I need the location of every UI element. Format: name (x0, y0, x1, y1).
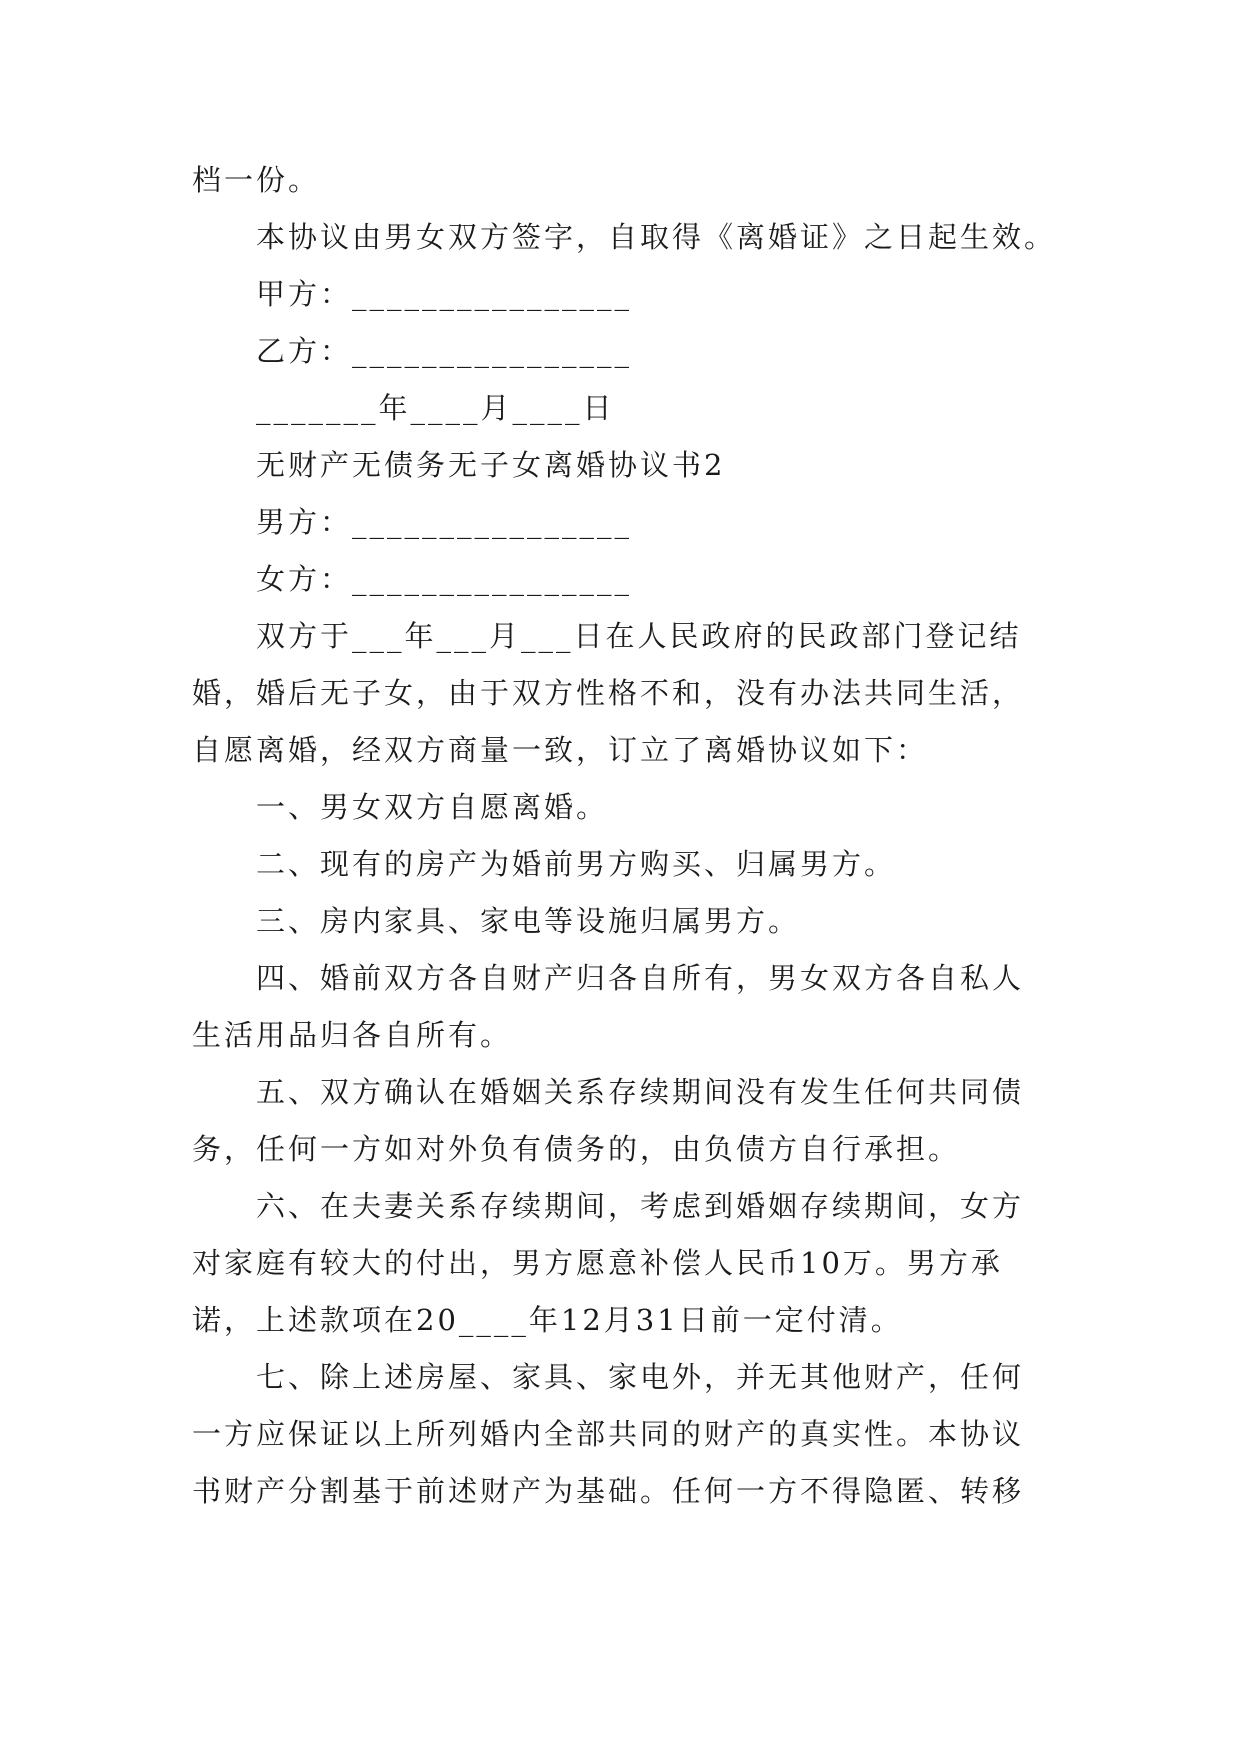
date-line: _______年____月____日 (256, 391, 615, 425)
text-line: 务，任何一方如对外负有债务的，由负债方自行承担。 (192, 1132, 961, 1166)
clause-item: 三、房内家具、家电等设施归属男方。 (256, 904, 801, 938)
clause-item: 六、在夫妻关系存续期间，考虑到婚姻存续期间，女方 (256, 1189, 1025, 1223)
text-line: 生活用品归各自所有。 (192, 1018, 513, 1052)
text-line: 诺，上述款项在20____年12月31日前一定付清。 (192, 1303, 903, 1337)
male-party-line: 男方：________________ (256, 505, 633, 539)
text-line: 双方于___年___月___日在人民政府的民政部门登记结 (256, 619, 1022, 653)
text-line: 对家庭有较大的付出，男方愿意补偿人民币10万。男方承 (192, 1246, 1003, 1280)
text-line: 本协议由男女双方签字，自取得《离婚证》之日起生效。 (256, 220, 1057, 254)
text-line: 一方应保证以上所列婚内全部共同的财产的真实性。本协议 (192, 1417, 1025, 1451)
clause-item: 二、现有的房产为婚前男方购买、归属男方。 (256, 847, 897, 881)
clause-item: 一、男女双方自愿离婚。 (256, 790, 609, 824)
party-b-signature-line: 乙方：________________ (256, 334, 633, 368)
section-title: 无财产无债务无子女离婚协议书2 (256, 448, 726, 482)
clause-item: 七、除上述房屋、家具、家电外，并无其他财产，任何 (256, 1360, 1025, 1394)
text-line: 婚，婚后无子女，由于双方性格不和，没有办法共同生活， (192, 676, 1025, 710)
clause-item: 五、双方确认在婚姻关系存续期间没有发生任何共同债 (256, 1075, 1025, 1109)
text-line: 档一份。 (192, 163, 321, 197)
party-a-signature-line: 甲方：________________ (256, 277, 633, 311)
text-line: 书财产分割基于前述财产为基础。任何一方不得隐匿、转移 (192, 1474, 1025, 1508)
clause-item: 四、婚前双方各自财产归各自所有，男女双方各自私人 (256, 961, 1025, 995)
female-party-line: 女方：________________ (256, 562, 633, 596)
text-line: 自愿离婚，经双方商量一致，订立了离婚协议如下： (192, 733, 929, 767)
